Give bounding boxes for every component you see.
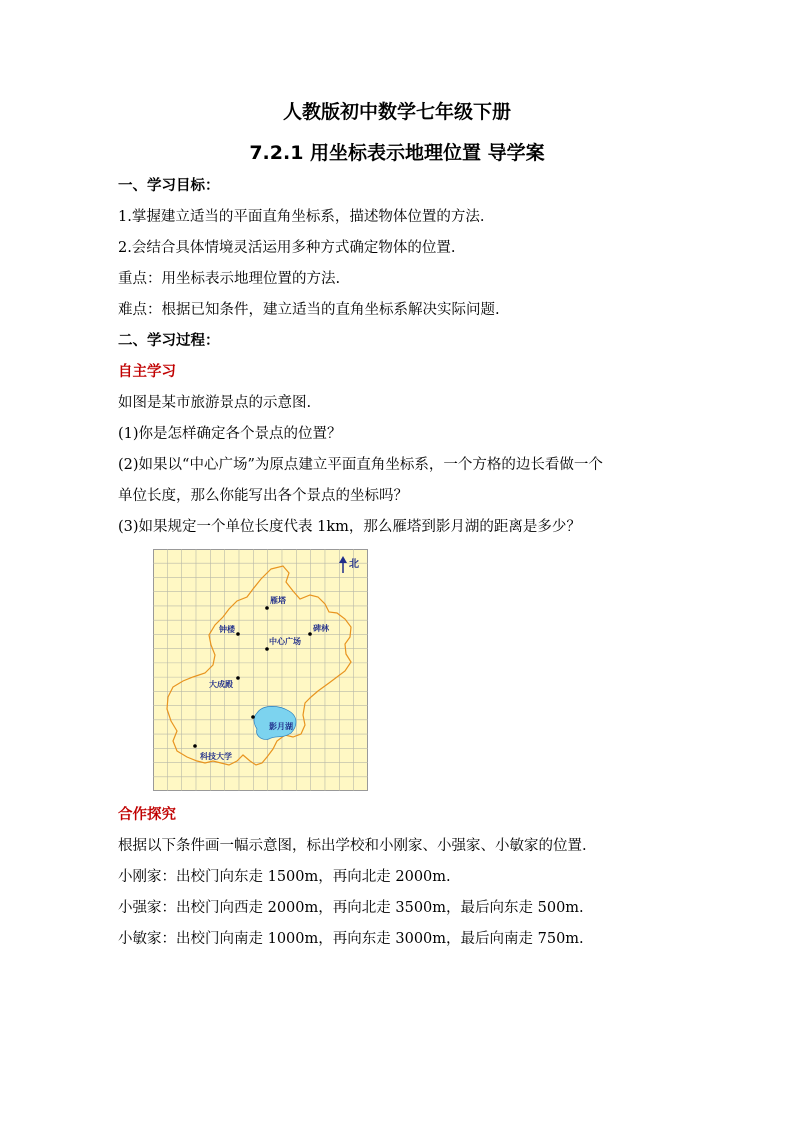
center-square-point — [265, 647, 269, 651]
goal-item-2: 2.会结合具体情境灵活运用多种方式确定物体的位置. — [118, 240, 456, 256]
task-text: 根据以下条件画一幅示意图，标出学校和小刚家、小强家、小敏家的位置. — [118, 838, 587, 854]
difficulty-point: 难点：根据已知条件，建立适当的直角坐标系解决实际问题. — [118, 302, 500, 318]
xiaoqiang-route: 小强家：出校门向西走 2000m，再向北走 3500m，最后向东走 500m. — [118, 900, 584, 916]
tourist-map — [153, 549, 368, 791]
xiaomin-route: 小敏家：出校门向南走 1000m，再向东走 3000m，最后向南走 750m. — [118, 931, 584, 947]
map-background — [154, 550, 368, 791]
lesson-title: 7.2.1 用坐标表示地理位置 导学案 — [249, 142, 545, 164]
lake-label: 影月湖 — [269, 722, 293, 731]
center-square-label: 中心广场 — [269, 637, 301, 646]
dachengdian-point — [236, 676, 240, 680]
question-2-line-1: (2)如果以“中心广场”为原点建立平面直角坐标系，一个方格的边长看做一个 — [118, 457, 603, 473]
yanta-point — [265, 606, 269, 610]
section-heading-goals: 一、学习目标： — [118, 178, 220, 194]
xiaogang-route: 小刚家：出校门向东走 1500m，再向北走 2000m. — [118, 869, 451, 885]
university-label: 科技大学 — [200, 752, 232, 761]
goal-item-1: 1.掌握建立适当的平面直角坐标系，描述物体位置的方法. — [118, 209, 485, 225]
question-1: (1)你是怎样确定各个景点的位置？ — [118, 426, 342, 442]
key-point: 重点：用坐标表示地理位置的方法. — [118, 271, 341, 287]
section-heading-process: 二、学习过程： — [118, 333, 220, 349]
lake-point — [251, 715, 255, 719]
beilin-label: 碑林 — [313, 624, 329, 633]
question-3: (3)如果规定一个单位长度代表 1km，那么雁塔到影月湖的距离是多少？ — [118, 519, 581, 535]
zhonglou-point — [236, 632, 240, 636]
zhonglou-label: 钟楼 — [219, 625, 235, 634]
north-label: 北 — [349, 559, 359, 570]
dachengdian-label: 大成殿 — [209, 680, 233, 689]
tourist-map-figure — [153, 549, 368, 791]
yanta-label: 雁塔 — [270, 596, 286, 605]
university-point — [193, 744, 197, 748]
intro-text: 如图是某市旅游景点的示意图. — [118, 395, 312, 411]
beilin-point — [308, 632, 312, 636]
document-title: 人教版初中数学七年级下册 — [282, 101, 511, 123]
subheading-self-study: 自主学习 — [118, 364, 176, 380]
subheading-cooperation: 合作探究 — [118, 807, 176, 823]
question-2-line-2: 单位长度，那么你能写出各个景点的坐标吗？ — [118, 488, 408, 504]
